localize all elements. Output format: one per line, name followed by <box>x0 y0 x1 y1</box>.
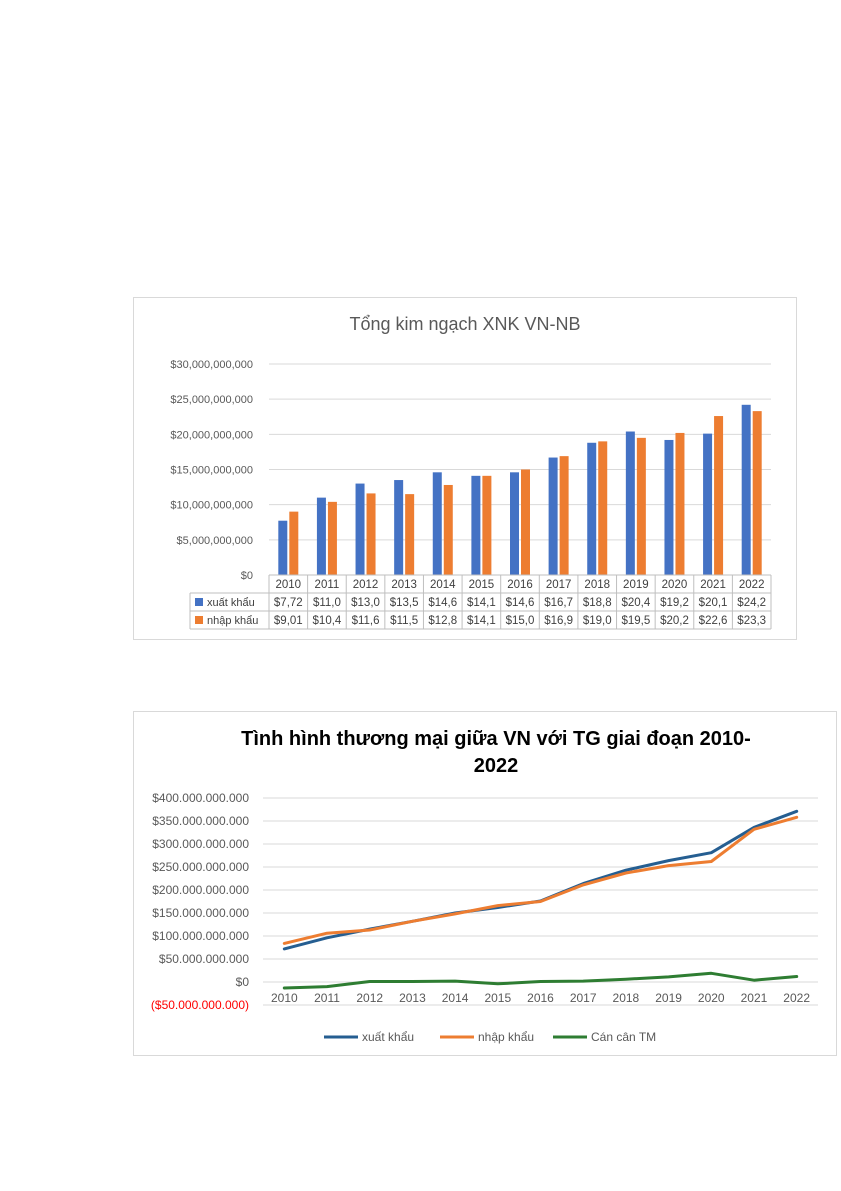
bar-xuat-khau <box>587 443 596 575</box>
x-tick-label: 2018 <box>584 579 611 591</box>
legend-label: xuất khẩu <box>362 1030 415 1044</box>
bar-xuat-khau <box>278 521 287 575</box>
x-tick-label: 2014 <box>441 991 469 1005</box>
table-cell: $14,6 <box>505 597 535 609</box>
table-cell: $19,0 <box>582 615 612 627</box>
series-line-1 <box>284 817 796 943</box>
bar-nhap-khau <box>405 494 414 575</box>
y-tick-label: $200.000.000.000 <box>152 883 249 897</box>
bar-xuat-khau <box>433 472 442 575</box>
bar-nhap-khau <box>637 438 646 575</box>
table-cell: $14,1 <box>466 615 496 627</box>
y-tick-label: $0 <box>235 975 249 989</box>
bar-xuat-khau <box>510 472 519 575</box>
x-tick-label: 2013 <box>391 579 417 591</box>
table-cell: $13,0 <box>351 597 380 609</box>
legend-label: xuất khẩu <box>207 597 255 609</box>
y-tick-label: $350.000.000.000 <box>152 814 249 828</box>
series-line-2 <box>284 973 796 988</box>
x-tick-label: 2011 <box>314 991 340 1005</box>
bar-xuat-khau <box>626 432 635 575</box>
bar-nhap-khau <box>367 493 376 575</box>
line-chart-svg <box>134 712 836 1055</box>
y-tick-label: $5,000,000,000 <box>176 534 253 547</box>
y-tick-label: $20,000,000,000 <box>170 429 253 442</box>
bar-xuat-khau <box>742 405 751 575</box>
legend-label: nhập khẩu <box>478 1030 535 1044</box>
x-tick-label: 2020 <box>661 579 688 591</box>
chart-trade-vn-world <box>133 711 837 1056</box>
chart-xnk-vn-nb <box>133 297 797 640</box>
bar-nhap-khau <box>444 485 453 575</box>
x-tick-label: 2014 <box>429 579 456 591</box>
table-cell: $20,1 <box>698 597 728 609</box>
table-cell: $14,6 <box>428 597 458 609</box>
bar-xuat-khau <box>703 434 712 575</box>
table-cell: $11,6 <box>351 615 380 627</box>
bar-xuat-khau <box>549 458 558 575</box>
x-tick-label: 2016 <box>527 991 554 1005</box>
table-cell: $9,01 <box>273 615 303 627</box>
table-cell: $18,8 <box>582 597 612 609</box>
table-cell: $11,0 <box>312 597 341 609</box>
bar-xuat-khau <box>394 480 403 575</box>
table-cell: $13,5 <box>389 597 419 609</box>
bar-nhap-khau <box>521 470 530 576</box>
x-tick-label: 2017 <box>569 991 597 1005</box>
y-tick-label: $15,000,000,000 <box>170 464 253 477</box>
x-tick-label: 2018 <box>612 991 640 1005</box>
x-tick-label: 2013 <box>399 991 426 1005</box>
table-cell: $20,2 <box>660 615 689 627</box>
y-tick-label: ($50.000.000.000) <box>150 998 249 1012</box>
x-tick-label: 2019 <box>655 991 682 1005</box>
x-tick-label: 2010 <box>270 991 298 1005</box>
table-cell: $14,1 <box>466 597 496 609</box>
x-tick-label: 2012 <box>356 991 384 1005</box>
bar-nhap-khau <box>675 433 684 575</box>
x-tick-label: 2016 <box>507 579 533 591</box>
table-cell: $22,6 <box>698 615 728 627</box>
x-tick-label: 2022 <box>783 991 811 1005</box>
table-cell: $20,4 <box>621 597 651 609</box>
y-tick-label: $400.000.000.000 <box>152 791 249 805</box>
chart-title: Tình hình thương mại giữa VN với TG giai đoạn 2010- <box>241 728 751 750</box>
x-tick-label: 2015 <box>484 991 512 1005</box>
y-tick-label: $0 <box>240 570 253 582</box>
bar-nhap-khau <box>289 512 298 575</box>
table-cell: $19,2 <box>660 597 689 609</box>
legend-label: nhập khẩu <box>207 615 259 627</box>
table-cell: $19,5 <box>621 615 651 627</box>
y-tick-label: $100.000.000.000 <box>152 929 249 943</box>
x-tick-label: 2015 <box>468 579 495 591</box>
y-tick-label: $25,000,000,000 <box>170 394 253 407</box>
table-cell: $11,5 <box>390 615 419 627</box>
table-cell: $23,3 <box>737 615 767 627</box>
bar-nhap-khau <box>753 411 762 575</box>
legend-label: Cán cân TM <box>591 1030 657 1044</box>
table-cell: $10,4 <box>312 615 342 627</box>
x-tick-label: 2021 <box>700 579 726 591</box>
x-tick-label: 2022 <box>738 579 765 591</box>
legend-swatch <box>195 598 203 606</box>
table-cell: $15,0 <box>505 615 535 627</box>
y-tick-label: $30,000,000,000 <box>170 359 253 371</box>
bar-nhap-khau <box>328 502 337 575</box>
chart-title: Tổng kim ngạch XNK VN-NB <box>349 314 581 334</box>
bar-nhap-khau <box>598 441 607 575</box>
bar-xuat-khau <box>317 498 326 575</box>
series-line-0 <box>284 811 796 949</box>
bar-xuat-khau <box>664 440 673 575</box>
table-cell: $12,8 <box>428 615 458 627</box>
x-tick-label: 2020 <box>697 991 725 1005</box>
x-tick-label: 2017 <box>545 579 572 591</box>
bar-nhap-khau <box>560 456 569 575</box>
x-tick-label: 2012 <box>352 579 379 591</box>
x-tick-label: 2021 <box>740 991 768 1005</box>
y-tick-label: $150.000.000.000 <box>152 906 249 920</box>
table-cell: $7,72 <box>273 597 303 609</box>
legend-swatch <box>195 616 203 624</box>
bar-xuat-khau <box>356 484 365 575</box>
bar-nhap-khau <box>714 416 723 575</box>
table-cell: $16,7 <box>544 597 574 609</box>
chart-title: 2022 <box>473 755 519 777</box>
y-tick-label: $50.000.000.000 <box>158 952 249 966</box>
bar-xuat-khau <box>471 476 480 575</box>
bar-chart-svg <box>134 298 796 639</box>
bar-nhap-khau <box>482 476 491 575</box>
y-tick-label: $250.000.000.000 <box>152 860 249 874</box>
y-tick-label: $10,000,000,000 <box>170 499 253 512</box>
table-cell: $24,2 <box>737 597 767 609</box>
x-tick-label: 2019 <box>623 579 649 591</box>
x-tick-label: 2011 <box>314 579 340 591</box>
x-tick-label: 2010 <box>275 579 302 591</box>
table-cell: $16,9 <box>544 615 574 627</box>
y-tick-label: $300.000.000.000 <box>152 837 249 851</box>
